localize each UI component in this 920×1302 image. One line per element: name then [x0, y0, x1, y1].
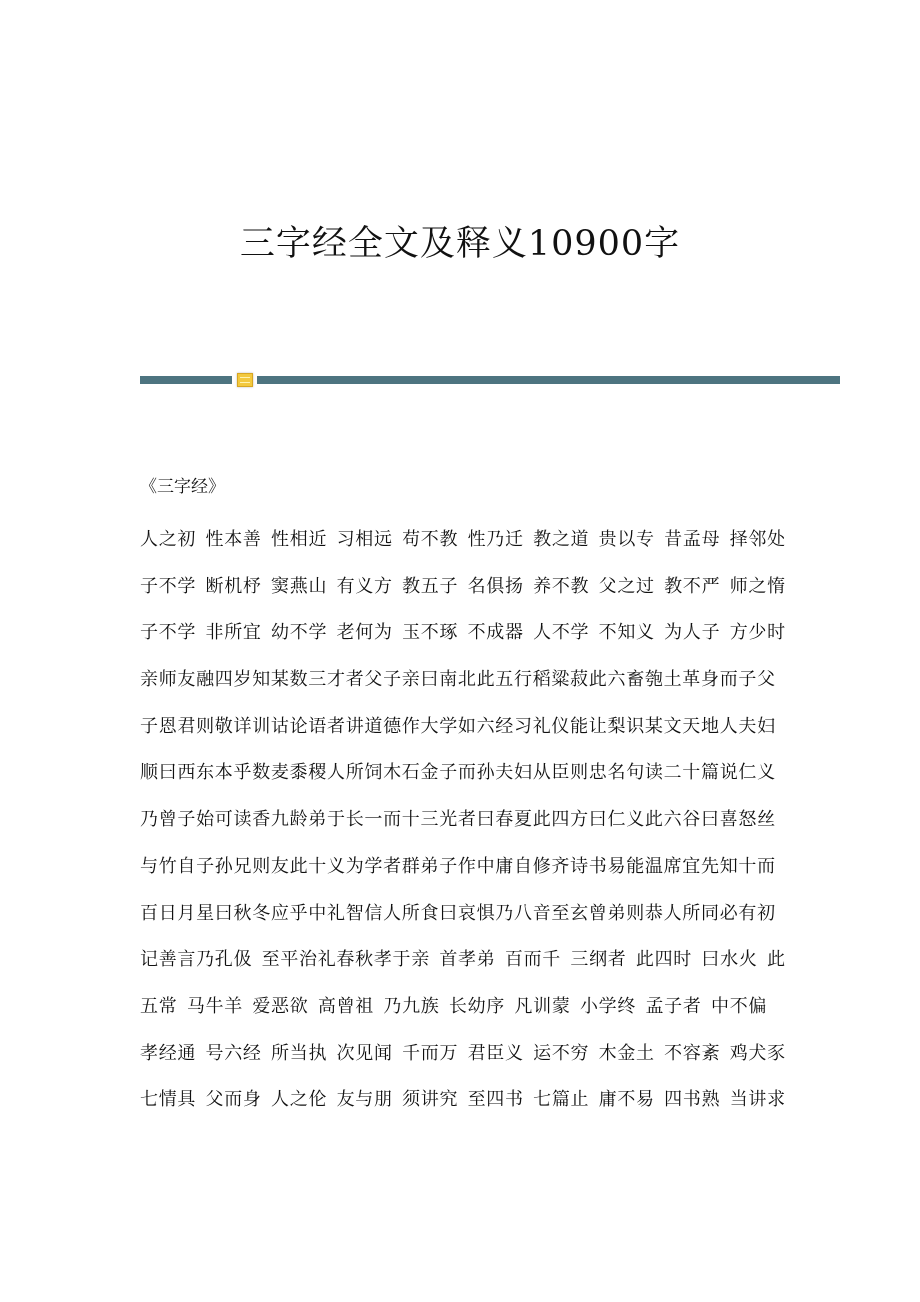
- text-line: 子不学 非所宜 幼不学 老何为 玉不琢 不成器 人不学 不知义 为人子 方少时: [140, 622, 786, 644]
- text-line: 孝经通 号六经 所当执 次见闻 千而万 君臣义 运不穷 木金土 不容紊 鸡犬豕: [140, 1042, 786, 1064]
- text-line: 与竹自子孙兄则友此十义为学者群弟子作中庸自修齐诗书易能温席宜先知十而: [140, 855, 776, 877]
- text-line: 子不学 断机杼 窦燕山 有义方 教五子 名俱扬 养不教 父之过 教不严 师之惰: [140, 575, 786, 597]
- divider-bar-left: [140, 376, 232, 384]
- text-line: 乃曾子始可读香九龄弟于长一而十三光者曰春夏此四方曰仁义此六谷曰喜怒丝: [140, 809, 776, 831]
- divider-bar-right: [257, 376, 840, 384]
- text-line: 五常 马牛羊 爱恶欲 高曾祖 乃九族 长幼序 凡训蒙 小学终 孟子者 中不偏: [140, 995, 768, 1017]
- text-line: 百日月星曰秋冬应乎中礼智信人所食曰哀惧乃八音至玄曾弟则恭人所同必有初: [140, 902, 776, 924]
- text-line: 七情具 父而身 人之伦 友与朋 须讲究 至四书 七篇止 庸不易 四书熟 当讲求: [140, 1089, 786, 1111]
- body-text: [140, 527, 786, 1134]
- envelope-icon: [237, 373, 253, 387]
- text-line: 子恩君则敬详训诂论语者讲道德作大学如六经习礼仪能让梨识某文天地人夫妇: [140, 715, 776, 737]
- text-line: 人之初 性本善 性相近 习相远 苟不教 性乃迁 教之道 贵以专 昔孟母 择邻处: [140, 529, 786, 550]
- text-line: 顺曰西东本乎数麦黍稷人所饲木石金子而孙夫妇从臣则忠名句读二十篇说仁义: [140, 762, 776, 784]
- text-line: 记善言乃孔伋 至平治礼春秋孝于亲 首孝弟 百而千 三纲者 此四时 曰水火 此: [140, 949, 786, 971]
- section-heading: 《三字经》: [140, 477, 225, 497]
- document-title: 三字经全文及释义10900字: [239, 224, 681, 264]
- text-line: 亲师友融四岁知某数三才者父子亲曰南北此五行稻粱菽此六畜匏土革身而子父: [140, 669, 776, 691]
